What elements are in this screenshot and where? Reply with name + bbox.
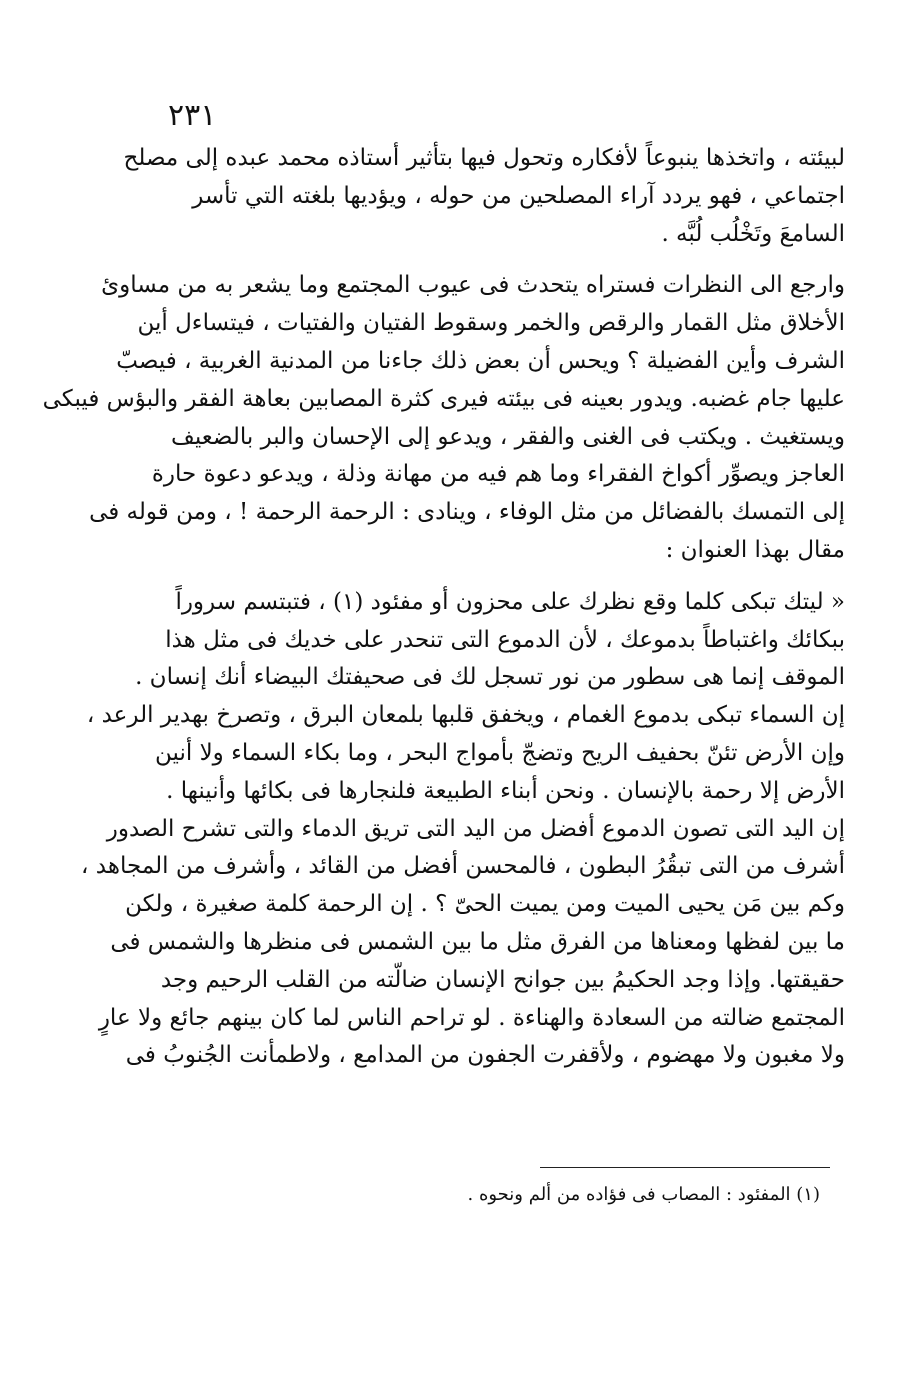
text-line: الأرض إلا رحمة بالإنسان . ونحن أبناء الطبيعة فلنجارها فى بكائها وأنينها .: [166, 777, 845, 804]
text-line: الأخلاق مثل القمار والرقص والخمر وسقوط الفتيان والفتيات ، فيتساءل أين: [137, 310, 845, 337]
text-line: مقال بهذا العنوان :: [665, 536, 845, 563]
footnote-divider: [540, 1167, 830, 1168]
text-line: السامعَ وتَخْلُب لُبَّه .: [661, 220, 845, 247]
text-line: أشرف من التى تبقُرُ البطون ، فالمحسن أفضل من القائد ، وأشرف من المجاهد ،: [81, 853, 845, 880]
footnote: (١) المفئود : المصاب فى فؤاده من ألم ونحوه .: [467, 1184, 820, 1205]
text-line: ويستغيث . ويكتب فى الغنى والفقر ، ويدعو إلى الإحسان والبر بالضعيف: [171, 423, 845, 450]
paragraph-3-quote: [81, 584, 845, 1075]
text-line: الموقف إنما هى سطور من نور تسجل لك فى صحيفتك البيضاء أنك إنسان .: [135, 664, 845, 691]
paragraph-gap: [165, 570, 845, 584]
body-text: [42, 140, 845, 1075]
text-line: اجتماعي ، فهو يردد آراء المصلحين من حوله ، ويؤديها بلغته التي تأسر: [192, 182, 845, 209]
text-line: ببكائك واغتباطاً بدموعك ، لأن الدموع التى تنحدر على خديك فى مثل هذا: [165, 626, 845, 653]
text-line: الشرف وأين الفضيلة ؟ ويحس أن بعض ذلك جاءنا من المدنية الغربية ، فيصبّ: [116, 347, 845, 374]
paragraph-gap: [165, 253, 845, 267]
paragraph-2: [42, 267, 845, 569]
text-line: وارجع الى النظرات فستراه يتحدث فى عيوب المجتمع وما يشعر به من مساوئ: [101, 272, 845, 299]
text-line: عليها جام غضبه. ويدور بعينه فى بيئته فيرى كثرة المصابين بعاهة الفقر والبؤس فيبكى: [42, 385, 845, 412]
text-line: إن السماء تبكى بدموع الغمام ، ويخفق قلبها بلمعان البرق ، وتصرخ بهدير الرعد ،: [86, 702, 845, 729]
text-line: وإن الأرض تئنّ بحفيف الريح وتضجّ بأمواج البحر ، وما بكاء السماء ولا أنين: [155, 739, 845, 766]
text-line: العاجز ويصوِّر أكواخ الفقراء وما هم فيه من مهانة وذلة ، ويدعو دعوة حارة: [151, 461, 845, 488]
text-line: المجتمع ضالته من السعادة والهناءة . لو تراحم الناس لما كان بينهم جائع ولا عارٍ: [98, 1004, 845, 1031]
paragraph-1: [123, 140, 845, 253]
text-line: ولا مغبون ولا مهضوم ، ولأقفرت الجفون من المدامع ، ولاطمأنت الجُنوبُ فى: [125, 1042, 845, 1069]
text-line: إن اليد التى تصون الدموع أفضل من اليد التى تريق الدماء والتى تشرح الصدور: [106, 815, 845, 842]
page-number: ٢٣١: [168, 98, 217, 133]
text-line: حقيقتها. وإذا وجد الحكيمُ بين جوانح الإنسان ضالّته من القلب الرحيم وجد: [160, 966, 845, 993]
text-line: لبيئته ، واتخذها ينبوعاً لأفكاره وتحول فيها بتأثير أستاذه محمد عبده إلى مصلح: [123, 145, 845, 171]
text-line: وكم بين مَن يحيى الميت ومن يميت الحىّ ؟ . إن الرحمة كلمة صغيرة ، ولكن: [125, 891, 845, 918]
text-line: ما بين لفظها ومعناها من الفرق مثل ما بين الشمس فى منظرها والشمس فى: [110, 928, 845, 955]
text-line: « ليتك تبكى كلما وقع نظرك على محزون أو مفئود (١) ، فتبتسم سروراً: [175, 588, 845, 615]
text-line: إلى التمسك بالفضائل من مثل الوفاء ، وينادى : الرحمة الرحمة ! ، ومن قوله فى: [89, 499, 845, 526]
